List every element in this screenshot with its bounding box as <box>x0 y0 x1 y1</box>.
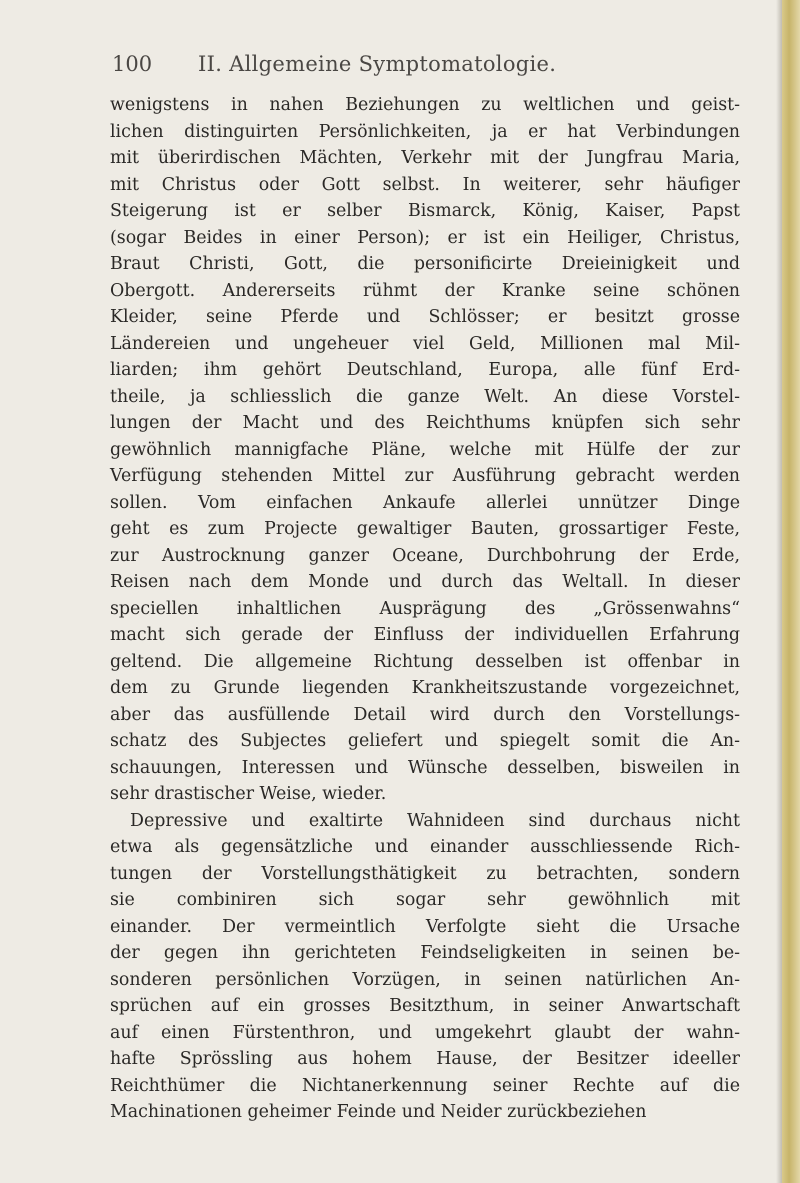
text-line: dem zu Grunde liegenden Krankheitszustande vorgezeichnet, <box>110 678 740 698</box>
body-text <box>110 92 740 1126</box>
text-line: sie combiniren sich sogar sehr gewöhnlich mit <box>110 890 740 910</box>
text-line: speciellen inhaltlichen Ausprägung des „Grössenwahns“ <box>110 598 740 619</box>
text-line: macht sich gerade der Einfluss der individuellen Erfahrung <box>110 625 740 645</box>
running-head: II. Allgemeine Symptomatologie. <box>198 52 557 76</box>
text-line: Depressive und exaltirte Wahnideen sind durchaus nicht <box>130 810 740 831</box>
text-line: mit Christus oder Gott selbst. In weiterer, sehr häufiger <box>110 174 740 195</box>
text-line: etwa als gegensätzliche und einander ausschliessende Rich- <box>110 837 740 857</box>
text-line: sprüchen auf ein grosses Besitzthum, in seiner Anwartschaft <box>110 996 740 1016</box>
text-line: sollen. Vom einfachen Ankaufe allerlei unnützer Dinge <box>110 492 740 513</box>
text-line: lungen der Macht und des Reichthums knüpfen sich sehr <box>110 413 740 433</box>
text-line: sonderen persönlichen Vorzügen, in seinen natürlichen An- <box>110 969 740 990</box>
text-line: wenigstens in nahen Beziehungen zu weltlichen und geist- <box>110 95 740 115</box>
text-line: Ländereien und ungeheuer viel Geld, Millionen mal Mil- <box>110 333 740 354</box>
text-line: Reichthümer die Nichtanerkennung seiner Rechte auf die <box>110 1075 740 1096</box>
text-line: Kleider, seine Pferde und Schlösser; er besitzt grosse <box>110 307 740 327</box>
text-line: gewöhnlich mannigfache Pläne, welche mit Hülfe der zur <box>110 439 740 460</box>
text-line: theile, ja schliesslich die ganze Welt. An diese Vorstel- <box>110 386 740 407</box>
text-line: Reisen nach dem Monde und durch das Weltall. In dieser <box>110 572 740 592</box>
text-line: einander. Der vermeintlich Verfolgte sieht die Ursache <box>110 916 740 937</box>
page-header <box>112 52 752 82</box>
text-line: tungen der Vorstellungsthätigkeit zu betrachten, sondern <box>110 863 740 884</box>
book-spine-edge <box>782 0 800 1183</box>
text-line: Obergott. Andererseits rühmt der Kranke seine schönen <box>110 280 740 301</box>
text-line: liarden; ihm gehört Deutschland, Europa, alle fünf Erd- <box>110 360 740 380</box>
text-line: hafte Sprössling aus hohem Hause, der Besitzer ideeller <box>110 1049 740 1069</box>
page-number: 100 <box>112 52 153 76</box>
text-line: auf einen Fürstenthron, und umgekehrt glaubt der wahn- <box>110 1022 740 1043</box>
text-line: zur Austrocknung ganzer Oceane, Durchbohrung der Erde, <box>110 545 740 566</box>
text-line: Verfügung stehenden Mittel zur Ausführung gebracht werden <box>110 466 740 486</box>
text-line: aber das ausfüllende Detail wird durch den Vorstellungs- <box>110 704 740 725</box>
text-line: geltend. Die allgemeine Richtung desselben ist offenbar in <box>110 651 740 672</box>
text-line: geht es zum Projecte gewaltiger Bauten, grossartiger Feste, <box>110 519 740 539</box>
paragraph <box>110 808 740 1126</box>
text-line: Steigerung ist er selber Bismarck, König, Kaiser, Papst <box>110 201 740 221</box>
text-line: schauungen, Interessen und Wünsche desselben, bisweilen in <box>110 757 740 778</box>
text-line: sehr drastischer Weise, wieder. <box>110 784 387 804</box>
text-line: der gegen ihn gerichteten Feindseligkeiten in seinen be- <box>110 943 740 963</box>
text-line: mit überirdischen Mächten, Verkehr mit der Jungfrau Maria, <box>110 148 740 168</box>
paragraphs <box>110 92 740 1126</box>
text-line: schatz des Subjectes geliefert und spiegelt somit die An- <box>110 731 740 751</box>
text-line: lichen distinguirten Persönlichkeiten, ja er hat Verbindungen <box>110 121 740 142</box>
text-line: Machinationen geheimer Feinde und Neider zurückbeziehen <box>110 1102 647 1122</box>
paragraph <box>110 92 740 808</box>
text-line: Braut Christi, Gott, die personificirte Dreieinigkeit und <box>110 254 740 274</box>
text-line: (sogar Beides in einer Person); er ist ein Heiliger, Christus, <box>110 227 740 248</box>
